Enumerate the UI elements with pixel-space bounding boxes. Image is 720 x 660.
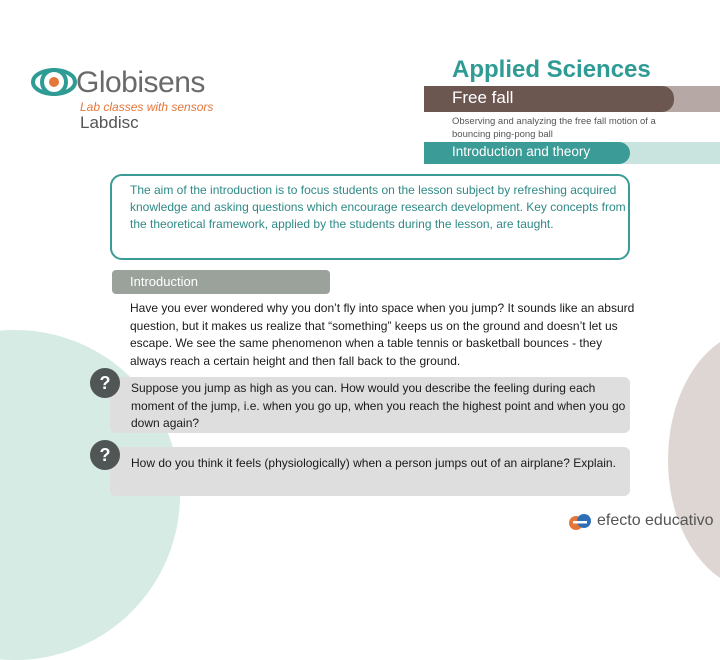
lesson-title: Free fall: [452, 88, 514, 107]
section-title: Introduction and theory: [452, 144, 591, 159]
introduction-label: Introduction: [130, 274, 198, 289]
subject-title: Applied Sciences: [452, 56, 651, 83]
question-text: Suppose you jump as high as you can. How would you describe the feeling during each moment of the jump, i.e. when you go up, when you reach the highest point and when you go down again?: [131, 381, 626, 430]
efecto-educativo-logo-icon: [568, 512, 592, 532]
question-mark-icon: ?: [90, 440, 120, 470]
question-text: How do you think it feels (physiologically) when a person jumps out of an airplane? Explain.: [131, 456, 616, 470]
question-mark-icon: ?: [90, 368, 120, 398]
logo-tagline: Lab classes with sensors: [80, 100, 214, 114]
logo-name: Globisens: [76, 66, 205, 99]
lesson-subtitle: Observing and analyzing the free fall motion of a bouncing ping-pong ball: [452, 116, 656, 140]
introduction-paragraph: Have you ever wondered why you don’t fly into space when you jump? It sounds like an absurd question, but it makes us realize that “something” keeps us on the ground and doesn’t let us escape. We see the same phenomenon when a table tennis or basketball bounces - they always reach a certain height and then fall back to the ground.: [130, 301, 635, 368]
aim-text: The aim of the introduction is to focus students on the lesson subject by refreshing acquired knowledge and asking questions which encourage research development. Key concepts from the theoretical framework, applied by the students during the lesson, are taught.: [130, 183, 626, 231]
logo-product: Labdisc: [80, 113, 139, 132]
footer-brand: efecto educativo: [597, 512, 714, 529]
background-shape-right: [668, 330, 720, 590]
globisens-logo-icon: [30, 58, 78, 106]
